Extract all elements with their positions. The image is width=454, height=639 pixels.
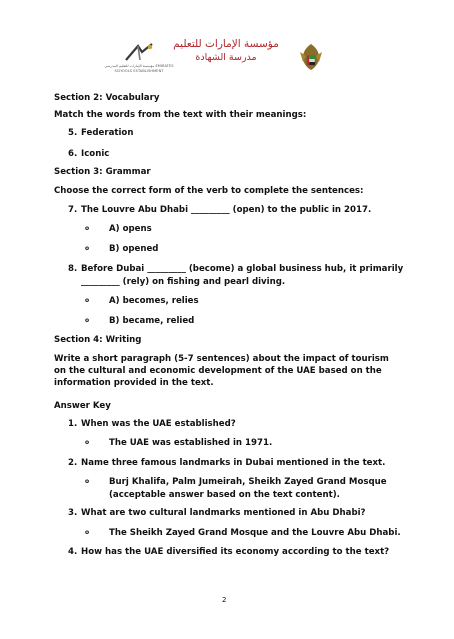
- item-text: What are two cultural landmarks mentioned in Abu Dhabi?: [81, 508, 366, 518]
- item-text: Federation: [81, 128, 134, 138]
- section-heading: Answer Key: [54, 401, 111, 411]
- arabic-line-1: مؤسسة الإمارات للتعليم: [173, 38, 279, 50]
- section-heading: Section 2: Vocabulary: [54, 93, 160, 103]
- page-header: [0, 28, 454, 80]
- answer-text: Burj Khalifa, Palm Jumeirah, Sheikh Zayed Grand Mosque: [109, 477, 387, 487]
- section-heading: Section 3: Grammar: [54, 167, 151, 177]
- item-number: 4.: [68, 547, 78, 557]
- answer-text: (acceptable answer based on the text content).: [109, 490, 340, 500]
- item-number: 3.: [68, 508, 78, 518]
- answer-text: The UAE was established in 1971.: [109, 438, 273, 448]
- bullet-icon: o: [85, 225, 90, 232]
- school-name-arabic: [166, 38, 286, 64]
- arabic-line-2: مدرسة الشهادة: [195, 52, 257, 63]
- option-text: B) became, relied: [109, 316, 195, 326]
- bullet-icon: o: [85, 529, 90, 536]
- uae-emblem-icon: [297, 42, 325, 72]
- logo-mark-icon: [122, 42, 156, 62]
- bullet-icon: o: [85, 317, 90, 324]
- bullet-icon: o: [85, 245, 90, 252]
- item-number: 6.: [68, 149, 78, 159]
- answer-text: The Sheikh Zayed Grand Mosque and the Louvre Abu Dhabi.: [109, 528, 401, 538]
- item-text: How has the UAE diversified its economy according to the text?: [81, 547, 390, 557]
- logo-caption: مؤسسة الإمارات للتعليم المدرسي EMIRATES SCHOOLS ESTABLISHMENT: [104, 64, 174, 73]
- item-text: Iconic: [81, 149, 110, 159]
- option-text: A) becomes, relies: [109, 296, 199, 306]
- item-number: 7.: [68, 205, 78, 215]
- item-number: 1.: [68, 419, 78, 429]
- option-text: B) opened: [109, 244, 159, 254]
- item-text: Name three famous landmarks in Dubai mentioned in the text.: [81, 458, 386, 468]
- bullet-icon: o: [85, 297, 90, 304]
- item-text: When was the UAE established?: [81, 419, 236, 429]
- instruction-text: Choose the correct form of the verb to complete the sentences:: [54, 186, 364, 196]
- item-text: _________ (rely) on fishing and pearl diving.: [81, 277, 286, 287]
- bullet-icon: o: [85, 478, 90, 485]
- bullet-icon: o: [85, 439, 90, 446]
- option-text: A) opens: [109, 224, 152, 234]
- item-number: 5.: [68, 128, 78, 138]
- item-text: Before Dubai _________ (become) a global business hub, it primarily: [81, 264, 404, 274]
- item-number: 2.: [68, 458, 78, 468]
- writing-prompt: Write a short paragraph (5-7 sentences) about the impact of tourism on the cultural and economic development of the UAE based on the information provided in the text.: [54, 354, 389, 388]
- item-number: 8.: [68, 264, 78, 274]
- page-number: 2: [222, 596, 227, 604]
- instruction-text: Match the words from the text with their meanings:: [54, 110, 307, 120]
- item-text: The Louvre Abu Dhabi _________ (open) to the public in 2017.: [81, 205, 372, 215]
- section-heading: Section 4: Writing: [54, 335, 142, 345]
